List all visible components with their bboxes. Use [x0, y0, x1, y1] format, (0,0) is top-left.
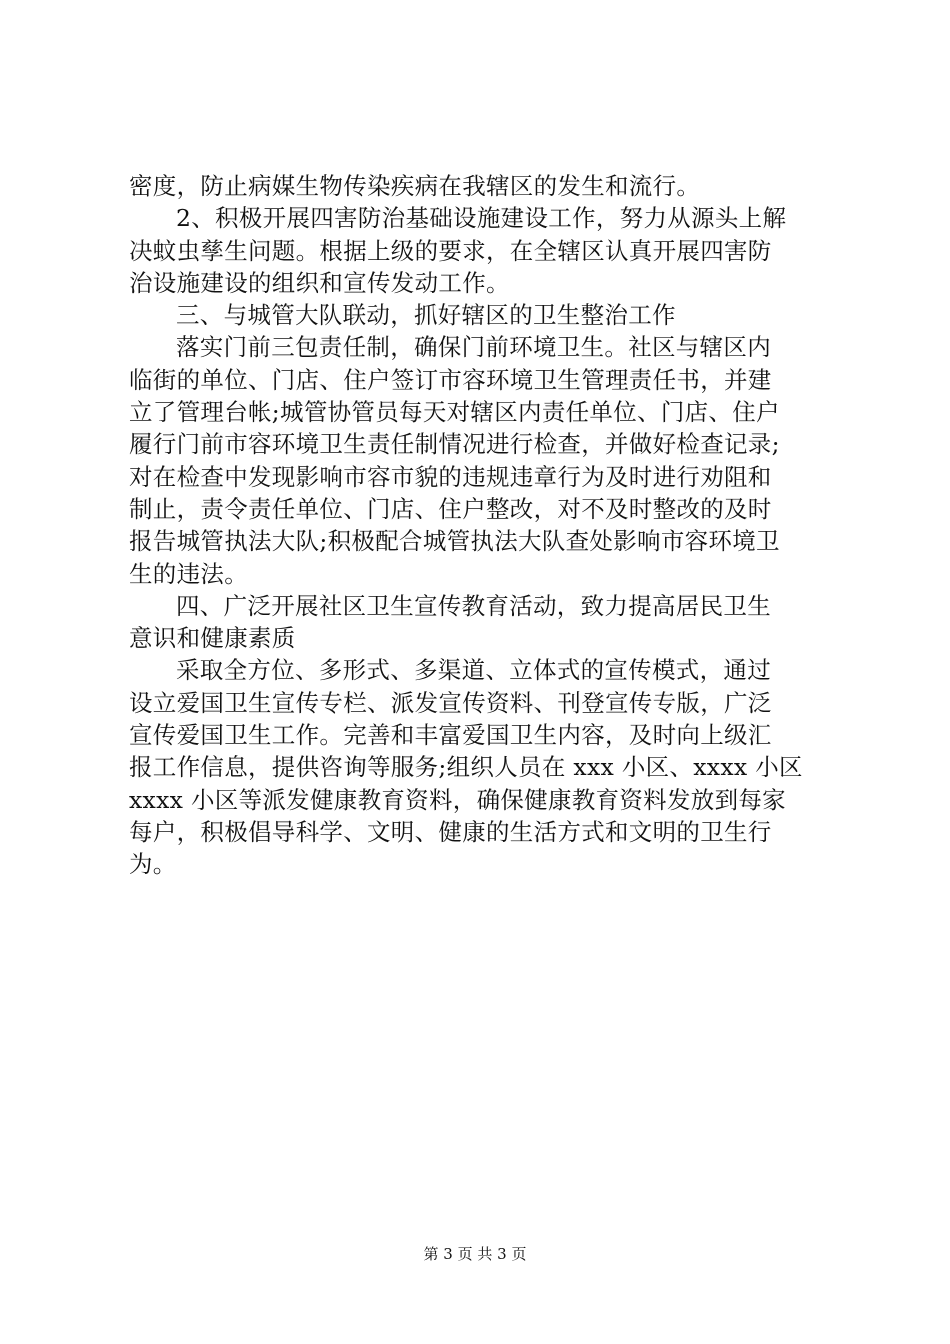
text-line: 临街的单位、门店、住户签订市容环境卫生管理责任书，并建	[129, 365, 772, 394]
page-footer	[0, 1244, 950, 1264]
text-line: 报工作信息，提供咨询等服务;组织人员在 xxx 小区、xxxx 小区	[129, 753, 803, 782]
text-line: xxxx 小区等派发健康教育资料，确保健康教育资料发放到每家	[129, 785, 786, 814]
text-line: 每户，积极倡导科学、文明、健康的生活方式和文明的卫生行	[129, 817, 772, 846]
section-heading: 四、广泛开展社区卫生宣传教育活动，致力提高居民卫生	[176, 591, 771, 620]
text-line: 设立爱国卫生宣传专栏、派发宣传资料、刊登宣传专版，广泛	[129, 688, 772, 717]
document-body	[129, 170, 834, 881]
text-line: 宣传爱国卫生工作。完善和丰富爱国卫生内容，及时向上级汇	[129, 721, 772, 750]
text-line: 密度，防止病媒生物传染疾病在我辖区的发生和流行。	[129, 172, 701, 200]
text-line: 决蚊虫孳生问题。根据上级的要求，在全辖区认真开展四害防	[129, 236, 772, 265]
text-line: 为。	[129, 850, 177, 879]
text-line: 对在检查中发现影响市容市貌的违规违章行为及时进行劝阻和	[129, 462, 772, 491]
text-line: 落实门前三包责任制，确保门前环境卫生。社区与辖区内	[176, 333, 771, 362]
section-heading-continued: 意识和健康素质	[129, 624, 296, 653]
text-line: 治设施建设的组织和宣传发动工作。	[129, 268, 510, 297]
text-line: 立了管理台帐;城管协管员每天对辖区内责任单位、门店、住户	[129, 398, 780, 427]
text-line: 报告城管执法大队;积极配合城管执法大队查处影响市容环境卫	[129, 527, 780, 556]
page-number-label: 第 3 页 共 3 页	[423, 1245, 527, 1263]
text-line: 履行门前市容环境卫生责任制情况进行检查，并做好检查记录;	[129, 430, 780, 459]
text-line: 2、积极开展四害防治基础设施建设工作，努力从源头上解	[176, 204, 787, 233]
text-line: 生的违法。	[129, 559, 248, 588]
text-line: 制止，责令责任单位、门店、住户整改，对不及时整改的及时	[129, 494, 772, 523]
text-line: 采取全方位、多形式、多渠道、立体式的宣传模式，通过	[176, 656, 771, 685]
section-heading: 三、与城管大队联动，抓好辖区的卫生整治工作	[176, 301, 676, 330]
